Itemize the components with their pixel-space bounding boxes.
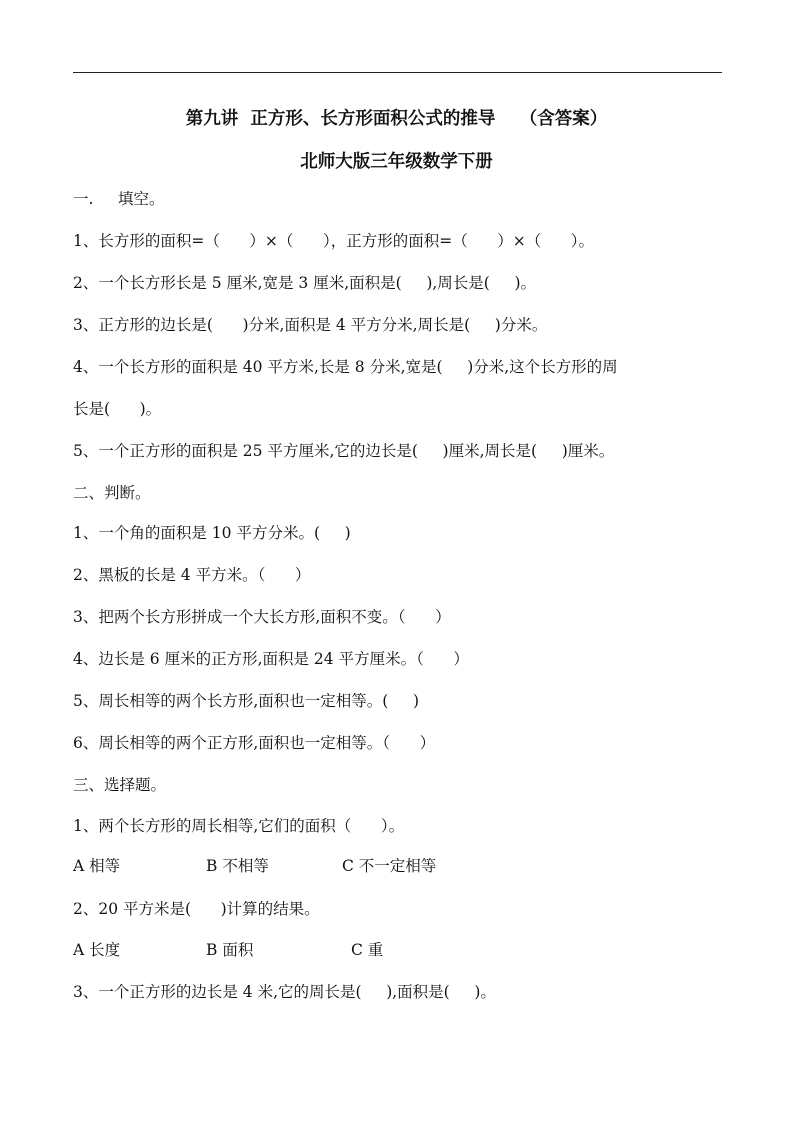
question-line: 长是( )。 [73,400,162,418]
question-line: 1、一个角的面积是 10 平方分米。( ) [73,524,351,542]
section-heading-judge: 二、判断。 [73,484,151,502]
choice-option: C 重 [351,941,384,959]
question-line: 4、边长是 6 厘米的正方形,面积是 24 平方厘米。（ ） [73,650,469,668]
question-line: 1、两个长方形的周长相等,它们的面积（ ）。 [73,817,405,835]
choice-option: A 相等 [73,857,121,875]
section-heading-choice: 三、选择题。 [73,776,167,794]
question-line: 3、一个正方形的边长是 4 米,它的周长是( ),面积是( )。 [73,983,496,1001]
choice-option: A 长度 [73,941,121,959]
question-line: 3、正方形的边长是( )分米,面积是 4 平方分米,周长是( )分米。 [73,316,548,334]
page-subtitle: 北师大版三年级数学下册 [300,152,493,172]
question-line: 5、周长相等的两个长方形,面积也一定相等。( ) [73,692,420,710]
choice-option: B 面积 [206,941,254,959]
question-line: 2、一个长方形长是 5 厘米,宽是 3 厘米,面积是( ),周长是( )。 [73,274,537,292]
choice-option: B 不相等 [206,857,269,875]
question-line: 1、长方形的面积=（ ）×（ ），正方形的面积=（ ）×（ ）。 [73,232,595,250]
section-heading-fill-blank: 一. 填空。 [73,190,165,208]
question-line: 6、周长相等的两个正方形,面积也一定相等。（ ） [73,734,436,752]
question-line: 3、把两个长方形拼成一个大长方形,面积不变。（ ） [73,608,451,626]
header-rule [73,72,722,73]
choice-option: C 不一定相等 [342,857,437,875]
question-line: 4、一个长方形的面积是 40 平方米,长是 8 分米,宽是( )分米,这个长方形的周 [73,358,618,376]
question-line: 5、一个正方形的面积是 25 平方厘米,它的边长是( )厘米,周长是( )厘米。 [73,442,615,460]
page-title: 第九讲 正方形、长方形面积公式的推导 （含答案） [185,109,608,129]
question-line: 2、黑板的长是 4 平方米。（ ） [73,566,311,584]
question-line: 2、20 平方米是( )计算的结果。 [73,900,320,918]
